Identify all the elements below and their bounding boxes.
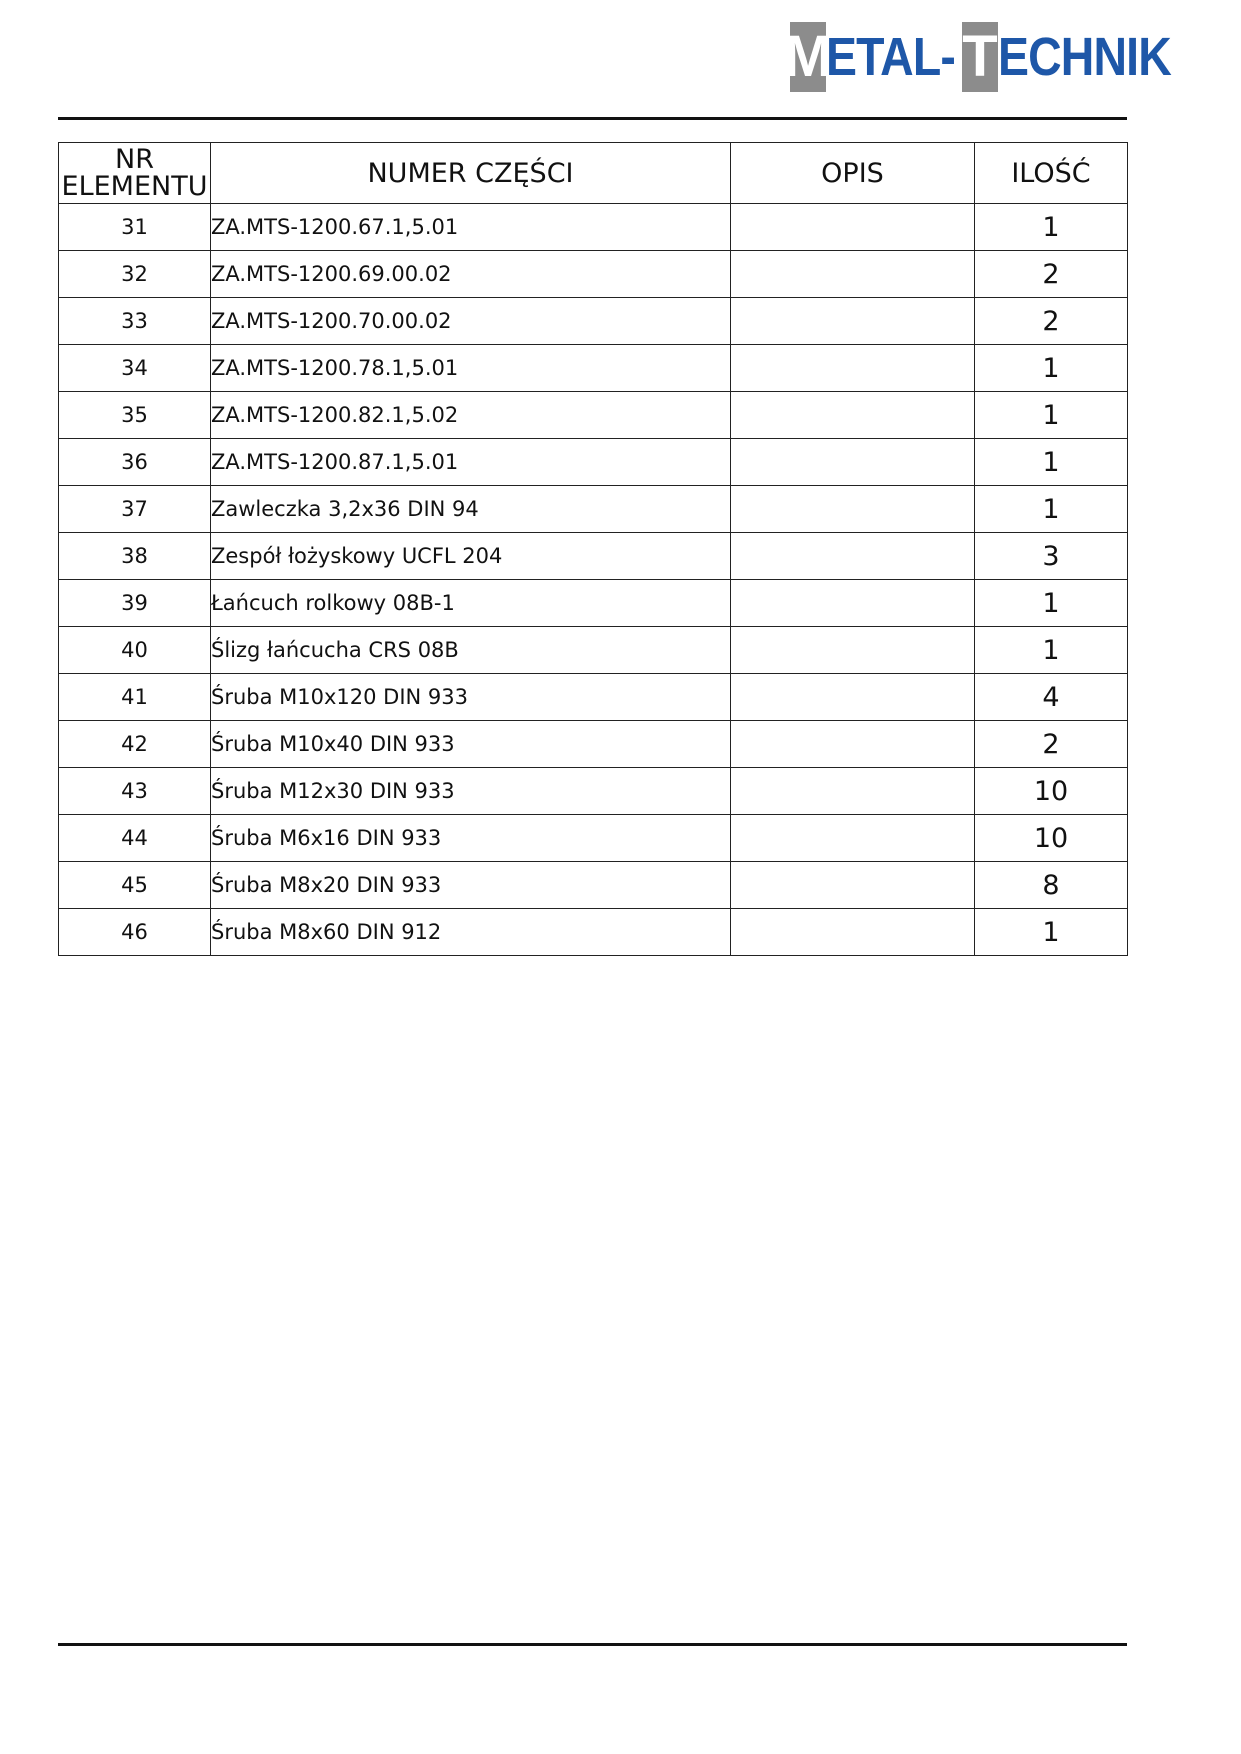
table-row <box>59 815 1128 862</box>
table-row <box>59 533 1128 580</box>
element-number-cell: 33 <box>59 298 211 345</box>
quantity-cell: 2 <box>975 251 1128 298</box>
element-number-cell: 44 <box>59 815 211 862</box>
table-row <box>59 721 1128 768</box>
quantity-cell: 3 <box>975 533 1128 580</box>
header-description: OPIS <box>731 143 975 204</box>
part-number-cell: Śruba M6x16 DIN 933 <box>211 815 731 862</box>
quantity-cell: 4 <box>975 674 1128 721</box>
quantity-cell: 1 <box>975 909 1128 956</box>
description-cell <box>731 768 975 815</box>
parts-list-table <box>58 142 1128 956</box>
table-row <box>59 204 1128 251</box>
header-element-number <box>59 143 211 204</box>
table-row <box>59 674 1128 721</box>
description-cell <box>731 486 975 533</box>
part-number-cell: ZA.MTS-1200.70.00.02 <box>211 298 731 345</box>
logo-cap-m: M <box>790 22 826 92</box>
description-cell <box>731 721 975 768</box>
quantity-cell: 1 <box>975 345 1128 392</box>
description-cell <box>731 204 975 251</box>
element-number-cell: 31 <box>59 204 211 251</box>
element-number-cell: 32 <box>59 251 211 298</box>
table-row <box>59 345 1128 392</box>
header-rule <box>58 117 1127 120</box>
brand-logo <box>783 22 1171 92</box>
part-number-cell: Łańcuch rolkowy 08B-1 <box>211 580 731 627</box>
part-number-cell: Śruba M8x60 DIN 912 <box>211 909 731 956</box>
table-row <box>59 251 1128 298</box>
part-number-cell: Śruba M12x30 DIN 933 <box>211 768 731 815</box>
header-part-number: NUMER CZĘŚCI <box>211 143 731 204</box>
quantity-cell: 1 <box>975 486 1128 533</box>
part-number-cell: ZA.MTS-1200.78.1,5.01 <box>211 345 731 392</box>
logo-word-metal: ETAL- <box>826 27 955 87</box>
element-number-cell: 46 <box>59 909 211 956</box>
part-number-cell: Zespół łożyskowy UCFL 204 <box>211 533 731 580</box>
header-nr-line2: ELEMENTU <box>61 171 208 202</box>
part-number-cell: ZA.MTS-1200.67.1,5.01 <box>211 204 731 251</box>
header-quantity: ILOŚĆ <box>975 143 1128 204</box>
table-row <box>59 486 1128 533</box>
part-number-cell: ZA.MTS-1200.82.1,5.02 <box>211 392 731 439</box>
element-number-cell: 34 <box>59 345 211 392</box>
table-row <box>59 768 1128 815</box>
description-cell <box>731 909 975 956</box>
table-row <box>59 627 1128 674</box>
quantity-cell: 1 <box>975 627 1128 674</box>
header-nr-line1: NR <box>115 144 154 175</box>
element-number-cell: 35 <box>59 392 211 439</box>
description-cell <box>731 580 975 627</box>
quantity-cell: 8 <box>975 862 1128 909</box>
table-header-row <box>59 143 1128 204</box>
table-row <box>59 862 1128 909</box>
element-number-cell: 41 <box>59 674 211 721</box>
part-number-cell: Zawleczka 3,2x36 DIN 94 <box>211 486 731 533</box>
part-number-cell: Ślizg łańcucha CRS 08B <box>211 627 731 674</box>
element-number-cell: 45 <box>59 862 211 909</box>
table-row <box>59 909 1128 956</box>
description-cell <box>731 298 975 345</box>
part-number-cell: ZA.MTS-1200.87.1,5.01 <box>211 439 731 486</box>
element-number-cell: 38 <box>59 533 211 580</box>
quantity-cell: 10 <box>975 768 1128 815</box>
description-cell <box>731 674 975 721</box>
quantity-cell: 10 <box>975 815 1128 862</box>
description-cell <box>731 392 975 439</box>
description-cell <box>731 815 975 862</box>
quantity-cell: 2 <box>975 721 1128 768</box>
logo-word-technik: ECHNIK <box>997 27 1171 87</box>
part-number-cell: ZA.MTS-1200.69.00.02 <box>211 251 731 298</box>
quantity-cell: 1 <box>975 392 1128 439</box>
part-number-cell: Śruba M10x120 DIN 933 <box>211 674 731 721</box>
element-number-cell: 37 <box>59 486 211 533</box>
table-row <box>59 580 1128 627</box>
part-number-cell: Śruba M10x40 DIN 933 <box>211 721 731 768</box>
table-row <box>59 439 1128 486</box>
table-row <box>59 298 1128 345</box>
element-number-cell: 39 <box>59 580 211 627</box>
quantity-cell: 2 <box>975 298 1128 345</box>
element-number-cell: 43 <box>59 768 211 815</box>
table-row <box>59 392 1128 439</box>
quantity-cell: 1 <box>975 580 1128 627</box>
description-cell <box>731 439 975 486</box>
quantity-cell: 1 <box>975 439 1128 486</box>
logo-cap-t: T <box>962 22 998 92</box>
element-number-cell: 42 <box>59 721 211 768</box>
description-cell <box>731 251 975 298</box>
description-cell <box>731 627 975 674</box>
description-cell <box>731 345 975 392</box>
quantity-cell: 1 <box>975 204 1128 251</box>
footer-rule <box>58 1643 1127 1646</box>
element-number-cell: 40 <box>59 627 211 674</box>
element-number-cell: 36 <box>59 439 211 486</box>
description-cell <box>731 862 975 909</box>
part-number-cell: Śruba M8x20 DIN 933 <box>211 862 731 909</box>
description-cell <box>731 533 975 580</box>
